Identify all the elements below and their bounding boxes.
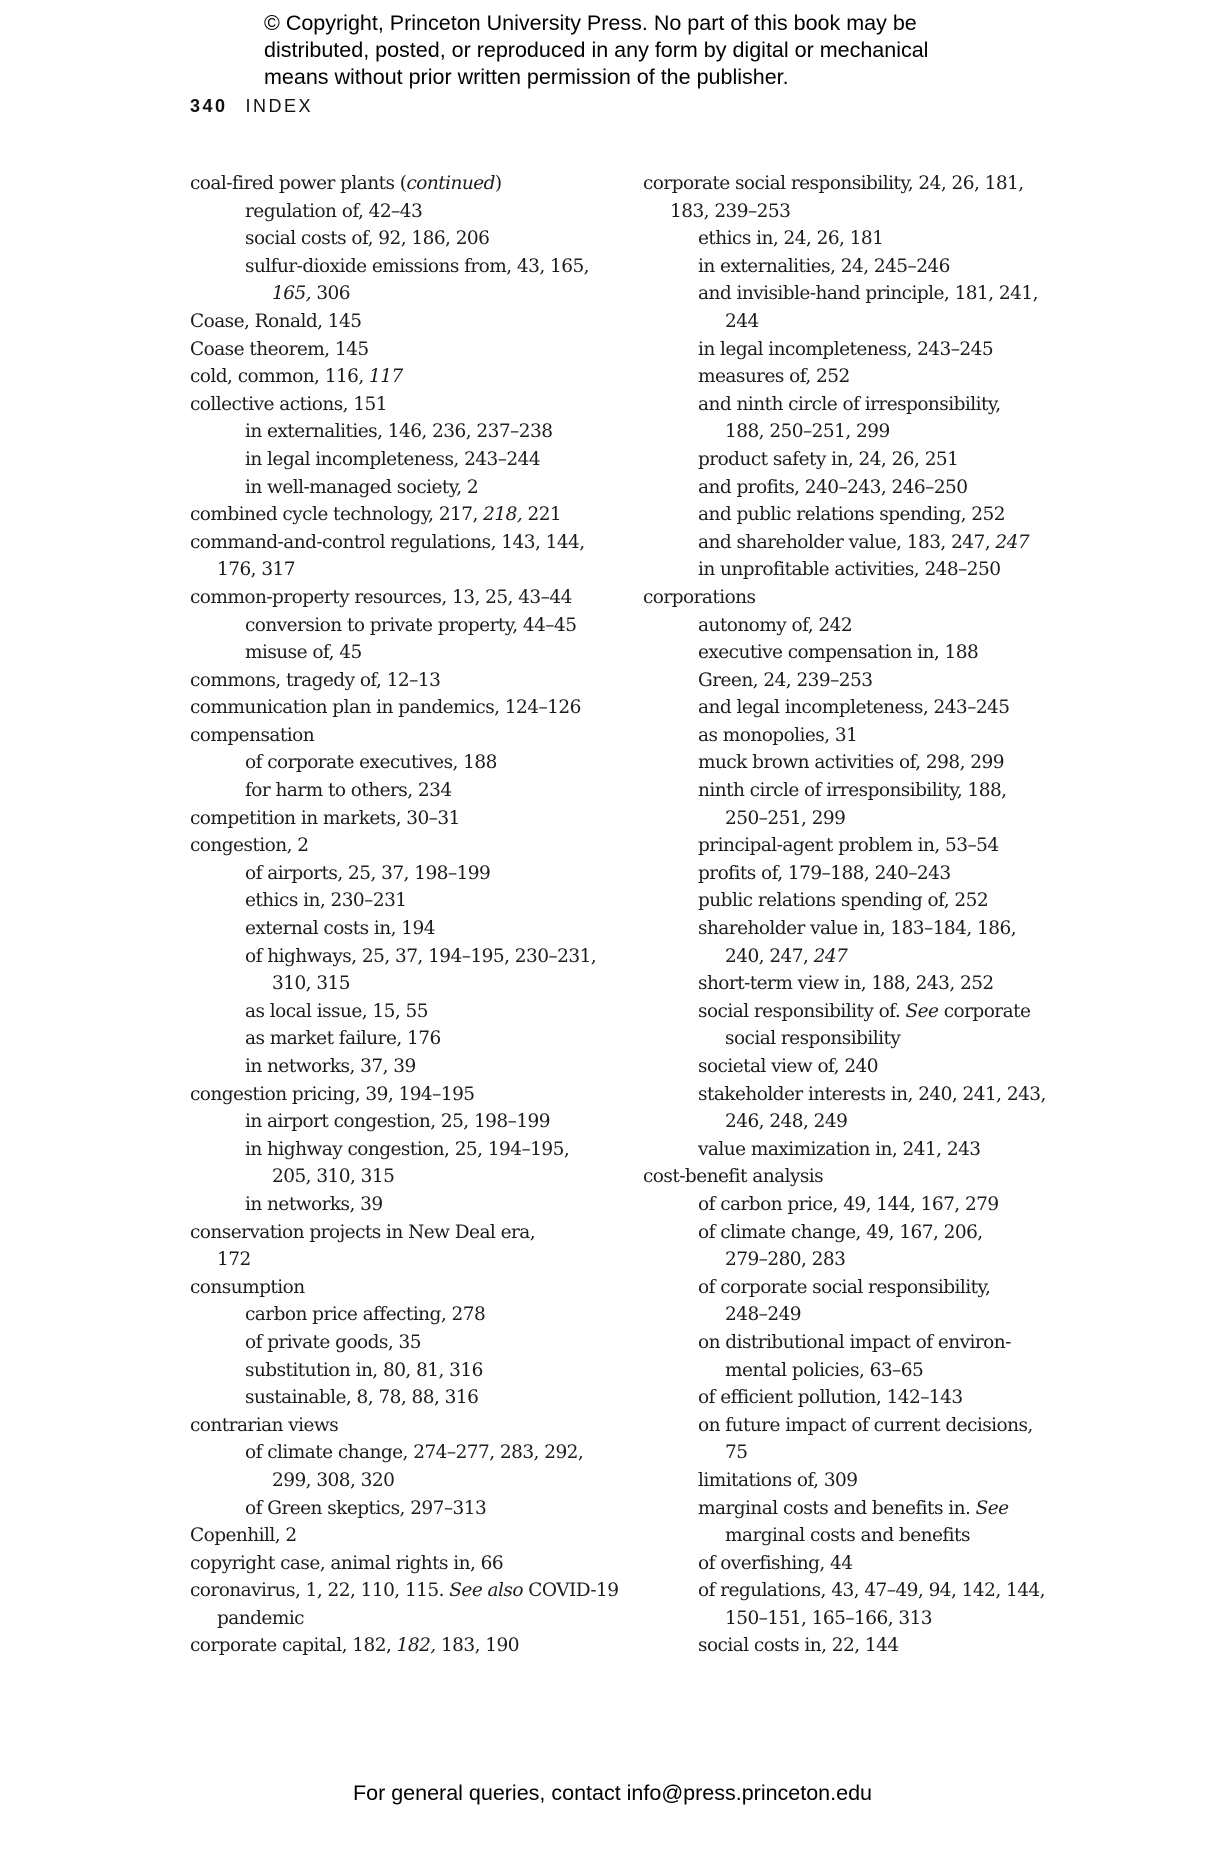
index-subentry: ethics in, 230–231 (245, 890, 407, 912)
index-subentry: limitations of, 309 (698, 1469, 858, 1491)
index-column-right (643, 170, 1073, 1660)
index-subentry: mental policies, 63–65 (725, 1359, 924, 1381)
index-subentry: and legal incompleteness, 243–245 (698, 697, 1010, 719)
index-subentry: substitution in, 80, 81, 316 (245, 1359, 483, 1381)
index-subentry: as monopolies, 31 (698, 724, 858, 746)
index-subentry: sustainable, 8, 78, 88, 316 (245, 1387, 479, 1409)
index-subentry: misuse of, 45 (245, 642, 362, 664)
index-subentry: in networks, 39 (245, 1193, 383, 1215)
copyright-line: means without prior written permission of the publisher. (264, 65, 789, 89)
index-entry: coronavirus, 1, 22, 110, 115. See also COVID-19 (190, 1580, 619, 1602)
index-subentry: stakeholder interests in, 240, 241, 243, (698, 1083, 1046, 1105)
index-entry: Copenhill, 2 (190, 1525, 297, 1547)
index-subentry: value maximization in, 241, 243 (698, 1138, 981, 1160)
index-subentry: for harm to others, 234 (245, 780, 452, 802)
index-subentry: in legal incompleteness, 243–245 (698, 338, 994, 360)
index-subentry: 279–280, 283 (725, 1249, 846, 1271)
footer-contact: For general queries, contact info@press.princeton.edu (352, 1781, 872, 1805)
index-subentry: regulation of, 42–43 (245, 200, 423, 222)
index-subentry: of efficient pollution, 142–143 (698, 1387, 963, 1409)
copyright-line: distributed, posted, or reproduced in any form by digital or mechanical (264, 38, 929, 62)
index-subentry: Green, 24, 239–253 (698, 669, 873, 691)
index-entry: Coase theorem, 145 (190, 338, 369, 360)
index-subentry: profits of, 179–188, 240–243 (698, 862, 951, 884)
index-subentry: 240, 247, 247 (725, 945, 848, 967)
index-entry: cold, common, 116, 117 (190, 366, 403, 388)
index-subentry: as market failure, 176 (245, 1028, 441, 1050)
index-subentry: of corporate social responsibility, (698, 1276, 991, 1298)
index-entry: collective actions, 151 (190, 393, 387, 415)
index-subentry: 248–249 (725, 1304, 802, 1326)
index-entry: pandemic (217, 1607, 304, 1629)
index-entry: Coase, Ronald, 145 (190, 310, 362, 332)
index-subentry: 150–151, 165–166, 313 (725, 1607, 933, 1629)
index-subentry: muck brown activities of, 298, 299 (698, 752, 1004, 774)
index-subentry: 299, 308, 320 (272, 1469, 395, 1491)
index-subentry: social responsibility (725, 1028, 901, 1050)
index-subentry: in externalities, 24, 245–246 (698, 255, 950, 277)
index-subentry: of airports, 25, 37, 198–199 (245, 862, 491, 884)
index-column-left (190, 170, 620, 1660)
index-subentry: social costs in, 22, 144 (698, 1635, 899, 1657)
index-subentry: in externalities, 146, 236, 237–238 (245, 421, 553, 443)
index-subentry: public relations spending of, 252 (698, 890, 989, 912)
index-entry: corporate social responsibility, 24, 26, 181, (643, 173, 1024, 194)
index-entry: consumption (190, 1276, 305, 1298)
index-subentry: product safety in, 24, 26, 251 (698, 448, 959, 470)
index-subentry: social costs of, 92, 186, 206 (245, 228, 490, 250)
index-subentry: marginal costs and benefits in. See (698, 1497, 1009, 1519)
page-number: 340 (190, 96, 228, 116)
index-subentry: in airport congestion, 25, 198–199 (245, 1111, 550, 1133)
index-subentry: marginal costs and benefits (725, 1525, 970, 1547)
index-subentry: of climate change, 49, 167, 206, (698, 1221, 983, 1243)
index-entry: cost-benefit analysis (643, 1166, 824, 1188)
index-subentry: carbon price affecting, 278 (245, 1304, 486, 1326)
index-subentry: 188, 250–251, 299 (725, 421, 890, 443)
index-subentry: and invisible-hand principle, 181, 241, (698, 283, 1038, 305)
index-subentry: measures of, 252 (698, 366, 850, 388)
section-title: INDEX (245, 96, 314, 116)
index-subentry: and profits, 240–243, 246–250 (698, 476, 968, 498)
index-subentry: in networks, 37, 39 (245, 1056, 416, 1077)
index-subentry: short-term view in, 188, 243, 252 (698, 973, 994, 995)
index-subentry: ethics in, 24, 26, 181 (698, 228, 884, 250)
index-subentry: 310, 315 (272, 973, 350, 995)
index-subentry: autonomy of, 242 (698, 614, 853, 636)
index-subentry: of Green skeptics, 297–313 (245, 1497, 487, 1519)
index-entry: command-and-control regulations, 143, 144, (190, 531, 585, 553)
index-subentry: 250–251, 299 (725, 807, 846, 829)
index-entry: copyright case, animal rights in, 66 (190, 1552, 504, 1574)
index-subentry: in unprofitable activities, 248–250 (698, 559, 1001, 581)
index-subentry: 246, 248, 249 (725, 1111, 848, 1133)
index-subentry: executive compensation in, 188 (698, 642, 979, 664)
index-subentry: 165, 306 (272, 283, 350, 305)
index-entry: contrarian views (190, 1414, 339, 1436)
index-subentry: and shareholder value, 183, 247, 247 (698, 531, 1030, 553)
index-subentry: 244 (725, 310, 759, 332)
index-entry: conservation projects in New Deal era, (190, 1221, 536, 1243)
index-entry: compensation (190, 724, 315, 746)
index-subentry: principal-agent problem in, 53–54 (698, 835, 999, 857)
index-subentry: sulfur-dioxide emissions from, 43, 165, (245, 255, 590, 277)
index-subentry: conversion to private property, 44–45 (245, 614, 577, 636)
index-entry: congestion pricing, 39, 194–195 (190, 1083, 475, 1105)
index-entry: competition in markets, 30–31 (190, 807, 460, 829)
index-entry: communication plan in pandemics, 124–126 (190, 697, 581, 719)
index-subentry: and public relations spending, 252 (698, 504, 1005, 526)
index-subentry: of regulations, 43, 47–49, 94, 142, 144, (698, 1580, 1045, 1602)
copyright-notice (264, 10, 1024, 91)
index-subentry: 75 (725, 1442, 748, 1464)
index-subentry: on distributional impact of environ- (698, 1331, 1011, 1353)
index-subentry: social responsibility of. See corporate (698, 1000, 1031, 1022)
index-subentry: of highways, 25, 37, 194–195, 230–231, (245, 945, 597, 967)
index-subentry: in highway congestion, 25, 194–195, (245, 1138, 570, 1160)
index-subentry: of climate change, 274–277, 283, 292, (245, 1442, 584, 1464)
index-entry: 183, 239–253 (670, 200, 791, 222)
index-entry: combined cycle technology, 217, 218, 221 (190, 504, 562, 526)
index-subentry: and ninth circle of irresponsibility, (698, 393, 1001, 415)
index-entry: 172 (217, 1249, 251, 1271)
index-subentry: of overfishing, 44 (698, 1552, 853, 1574)
index-subentry: of private goods, 35 (245, 1331, 421, 1353)
running-head (190, 96, 313, 117)
index-entry: corporations (643, 586, 756, 608)
index-subentry: 205, 310, 315 (272, 1166, 395, 1188)
index-subentry: societal view of, 240 (698, 1056, 878, 1077)
index-entry: corporate capital, 182, 182, 183, 190 (190, 1635, 519, 1657)
index-subentry: of corporate executives, 188 (245, 752, 497, 774)
index-subentry: on future impact of current decisions, (698, 1414, 1033, 1436)
index-entry: commons, tragedy of, 12–13 (190, 669, 441, 691)
index-subentry: ninth circle of irresponsibility, 188, (698, 780, 1007, 802)
index-entry: coal-fired power plants (continued) (190, 173, 502, 194)
index-subentry: of carbon price, 49, 144, 167, 279 (698, 1193, 999, 1215)
index-entry: congestion, 2 (190, 835, 309, 857)
index-subentry: shareholder value in, 183–184, 186, (698, 918, 1017, 940)
index-entry: 176, 317 (217, 559, 295, 581)
index-entry: common-property resources, 13, 25, 43–44 (190, 586, 572, 608)
index-subentry: as local issue, 15, 55 (245, 1000, 428, 1022)
index-subentry: external costs in, 194 (245, 918, 435, 940)
copyright-line: © Copyright, Princeton University Press. No part of this book may be (264, 11, 917, 35)
index-subentry: in legal incompleteness, 243–244 (245, 448, 541, 470)
index-subentry: in well-managed society, 2 (245, 476, 479, 498)
